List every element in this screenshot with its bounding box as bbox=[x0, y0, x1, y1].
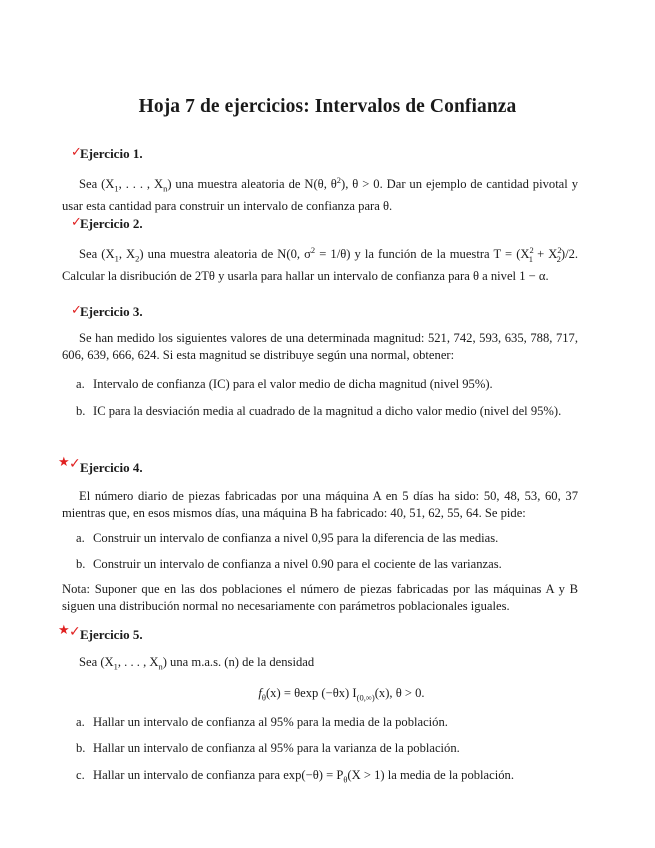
list-item: b. Hallar un intervalo de confianza al 95% para la varianza de la población. bbox=[76, 741, 460, 755]
checkmark-icon: ✓ bbox=[69, 624, 81, 640]
exercise-1-text: Sea ($X_1$, . . . , $X_n$) una muestra aleatoria de N(θ, $\theta^2$), θ > 0. Dar un ejemplo de cantidad pivotal y usar esta cantidad para construir un intervalo de confianza para θ. bbox=[62, 175, 578, 213]
list-item: a. Hallar un intervalo de confianza al 95% para la media de la población. bbox=[76, 715, 448, 729]
exercise-2-heading: Ejercicio 2. bbox=[80, 216, 143, 231]
list-item: b. IC para la desviación media al cuadrado de la magnitud a dicho valor medio (nivel del 95%). bbox=[76, 404, 562, 418]
exercise-5-text: Sea ($X_1$, . . . , $X_n$) una m.a.s. (n) de la densidad bbox=[79, 655, 315, 672]
exercise-4-heading: Ejercicio 4. bbox=[80, 460, 143, 475]
density-formula: $f_\theta(x) = \theta\exp$ (−θx) $I_{(0,\infty)}(x)$, θ > 0. bbox=[258, 686, 425, 703]
exercise-3-text: Se han medido los siguientes valores de una determinada magnitud: 521, 742, 593, 635, 788, 717, 606, 639, 666, 624. Si esta magnitud se distribuye según una normal, obtener: bbox=[62, 331, 578, 363]
exercise-1-heading: Ejercicio 1. bbox=[80, 146, 143, 161]
star-icon: ★ bbox=[58, 623, 70, 638]
list-item: c. Hallar un intervalo de confianza para $\exp(-\theta) = P_\theta(X > 1)$ la media de la población. bbox=[76, 768, 514, 785]
exercise-4-text: El número diario de piezas fabricadas por una máquina A en 5 días ha sido: 50, 48, 53, 60, 37 mientras que, en esos mismos días, una máquina B ha fabricado: 40, 51, 62, 55, 64. Se pide: bbox=[62, 489, 578, 521]
exercise-3-heading: Ejercicio 3. bbox=[80, 304, 143, 319]
checkmark-icon: ✓ bbox=[71, 215, 82, 230]
list-item: a. Intervalo de confianza (IC) para el valor medio de dicha magnitud (nivel 95%). bbox=[76, 377, 493, 391]
checkmark-icon: ✓ bbox=[71, 145, 82, 160]
page-title: Hoja 7 de ejercicios: Intervalos de Confianza bbox=[138, 96, 517, 117]
checkmark-icon: ✓ bbox=[69, 456, 81, 472]
exercise-4-note: Nota: Suponer que en las dos poblaciones el número de piezas fabricadas por las máquinas A y B siguen una distribución normal no necesariamente con parámetros poblacionales iguales. bbox=[62, 582, 578, 614]
list-item: a. Construir un intervalo de confianza a nivel 0,95 para la diferencia de las medias. bbox=[76, 531, 499, 545]
exercise-2-text: Sea ($X_1$, $X_2$) una muestra aleatoria de N(0, $\sigma^2 = 1/\theta$) y la función de la muestra $T = (X^2_1 + X^2_2)/2$. Calcular la disribución de 2Tθ y usarla para hallar un intervalo de confianza para θ a nivel 1 − α. bbox=[62, 245, 579, 283]
star-icon: ★ bbox=[58, 455, 70, 470]
exercise-5-heading: Ejercicio 5. bbox=[80, 627, 143, 642]
checkmark-icon: ✓ bbox=[71, 303, 82, 318]
list-item: b. Construir un intervalo de confianza a nivel 0.90 para el cociente de las varianzas. bbox=[76, 557, 502, 571]
